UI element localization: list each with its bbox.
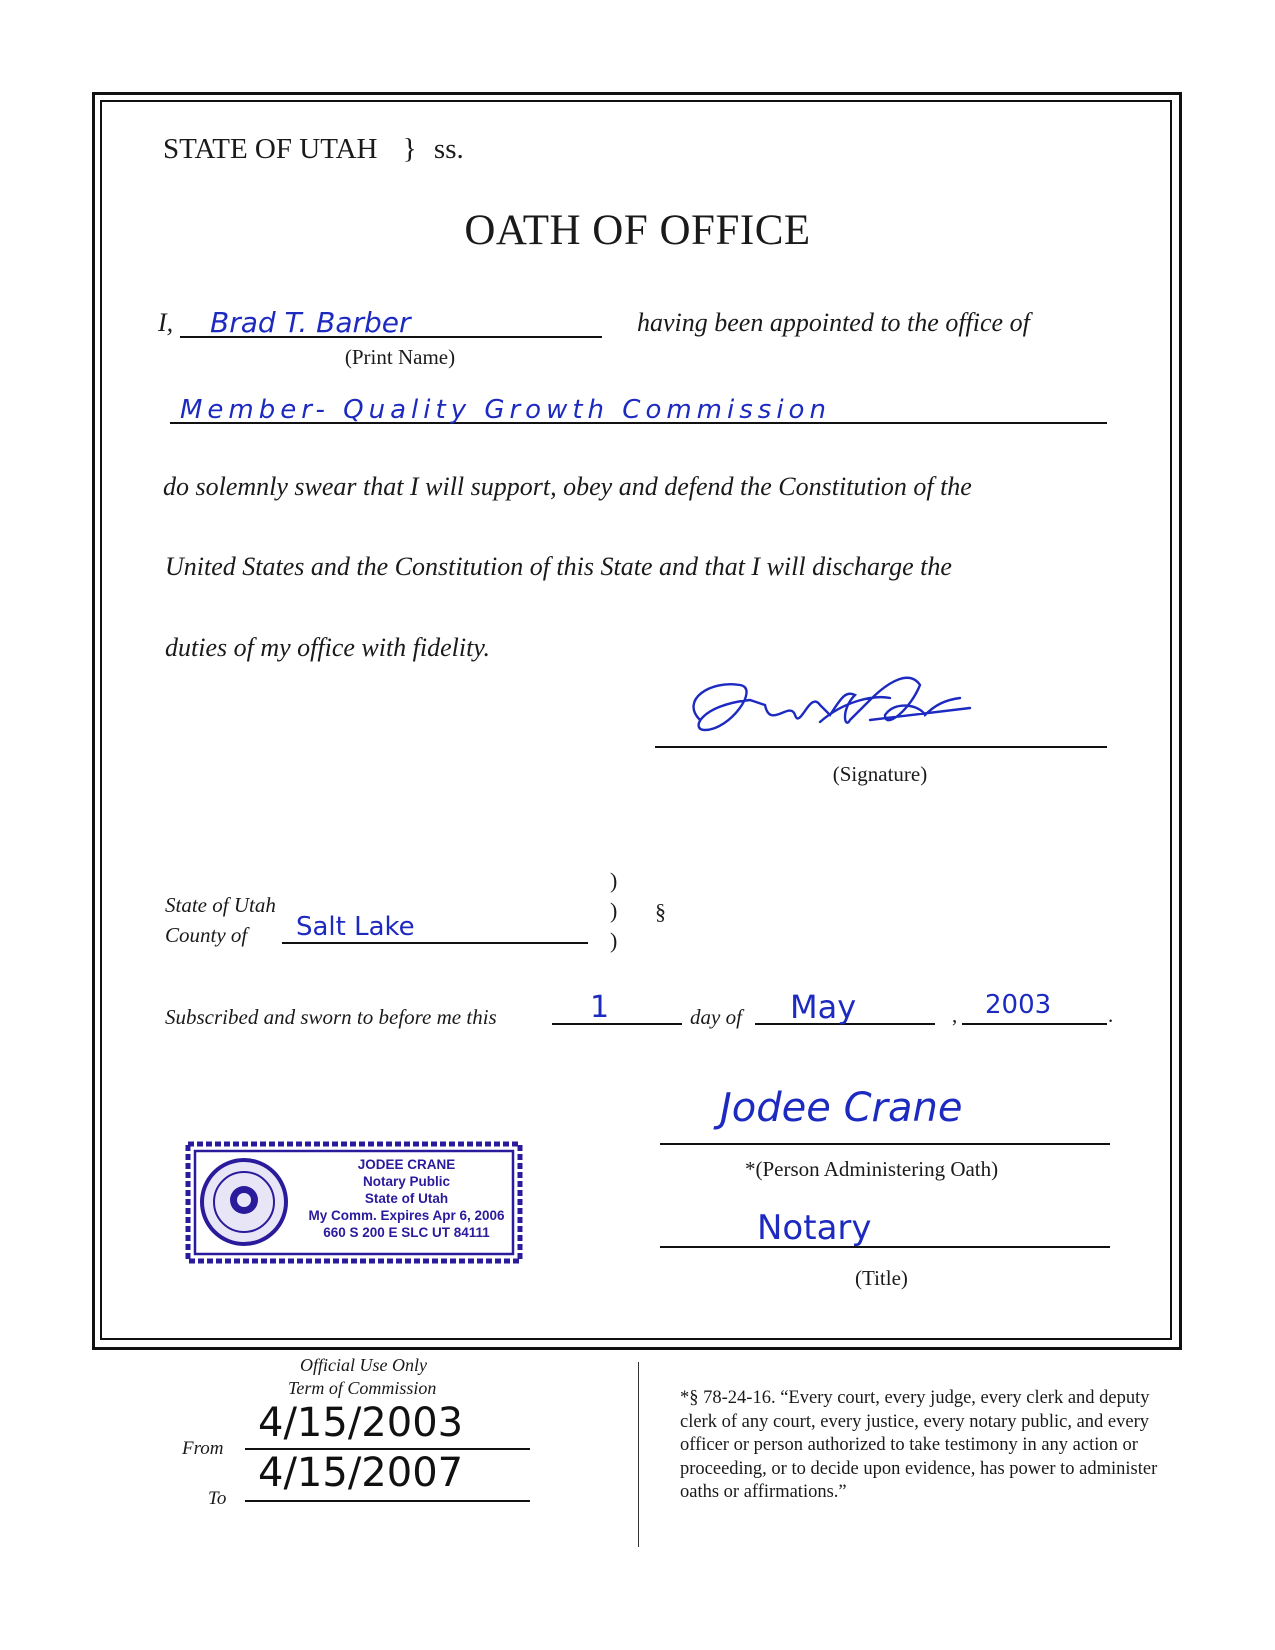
stamp-name: JODEE CRANE — [357, 1157, 456, 1172]
paren-2: ) — [610, 898, 618, 923]
paren-1: ) — [610, 868, 618, 893]
official-use-heading: Official Use Only — [300, 1355, 427, 1375]
handwritten-day: 1 — [590, 990, 610, 1025]
handwritten-month: May — [790, 988, 857, 1026]
appointed-text: having been appointed to the office of — [637, 308, 1030, 337]
handwritten-county: Salt Lake — [296, 912, 415, 942]
day-line — [552, 1023, 682, 1025]
stamp-role: Notary Public — [362, 1174, 451, 1189]
brace: } — [402, 133, 417, 165]
print-name-caption: (Print Name) — [344, 345, 456, 369]
handwritten-administrator: Jodee Crane — [720, 1085, 963, 1131]
title-caption: (Title) — [855, 1266, 908, 1290]
year-line — [962, 1023, 1107, 1025]
handwritten-to-date: 4/15/2007 — [258, 1450, 464, 1496]
to-label: To — [208, 1488, 227, 1509]
handwritten-title: Notary — [757, 1208, 872, 1248]
to-line — [245, 1500, 530, 1502]
pronoun-i: I, — [158, 308, 174, 337]
county-line — [282, 942, 588, 944]
handwritten-from-date: 4/15/2003 — [258, 1400, 464, 1446]
county-label: County of — [165, 923, 248, 947]
administrator-line — [660, 1143, 1110, 1145]
day-of-text: day of — [690, 1005, 742, 1029]
title-line — [660, 1246, 1110, 1248]
signature-line — [655, 746, 1107, 748]
state-label: STATE OF UTAH — [163, 133, 378, 165]
handwritten-name: Brad T. Barber — [210, 306, 411, 339]
oath-line-1: do solemnly swear that I will support, obey and defend the Constitution of the — [163, 472, 972, 501]
statute-footnote: *§ 78-24-16. “Every court, every judge, every clerk and deputy clerk of any court, every justice, every notary public, and every officer or person authorized to take testimony in any action or proceeding, or to decide upon evidence, has power to administer oaths or affirmations.” — [680, 1388, 1158, 1502]
period: . — [1108, 1003, 1114, 1027]
state-heading — [163, 133, 464, 166]
signature-caption: (Signature) — [832, 762, 928, 786]
comma: , — [952, 1003, 958, 1027]
term-heading: Term of Commission — [288, 1378, 437, 1398]
document-title: OATH OF OFFICE — [464, 207, 811, 254]
stamp-text — [294, 1156, 519, 1241]
stamp-expires: My Comm. Expires Apr 6, 2006 — [308, 1208, 505, 1223]
administrator-caption: *(Person Administering Oath) — [745, 1157, 999, 1181]
notary-stamp — [184, 1140, 524, 1265]
ss-label: ss. — [433, 133, 464, 165]
handwritten-year: 2003 — [985, 990, 1052, 1020]
stamp-state: State of Utah — [364, 1191, 449, 1206]
section-symbol: § — [655, 899, 666, 924]
oath-line-3: duties of my office with fidelity. — [165, 633, 490, 662]
oath-line-2: United States and the Constitution of this State and that I will discharge the — [165, 552, 952, 581]
section-divider — [638, 1362, 639, 1547]
from-label: From — [182, 1438, 224, 1459]
paren-3: ) — [610, 928, 618, 953]
jurat-state: State of Utah — [165, 893, 276, 917]
stamp-address: 660 S 200 E SLC UT 84111 — [323, 1225, 490, 1240]
signature-graphic — [670, 660, 990, 755]
handwritten-office: Member- Quality Growth Commission — [180, 395, 831, 425]
subscribed-text: Subscribed and sworn to before me this — [165, 1005, 497, 1029]
